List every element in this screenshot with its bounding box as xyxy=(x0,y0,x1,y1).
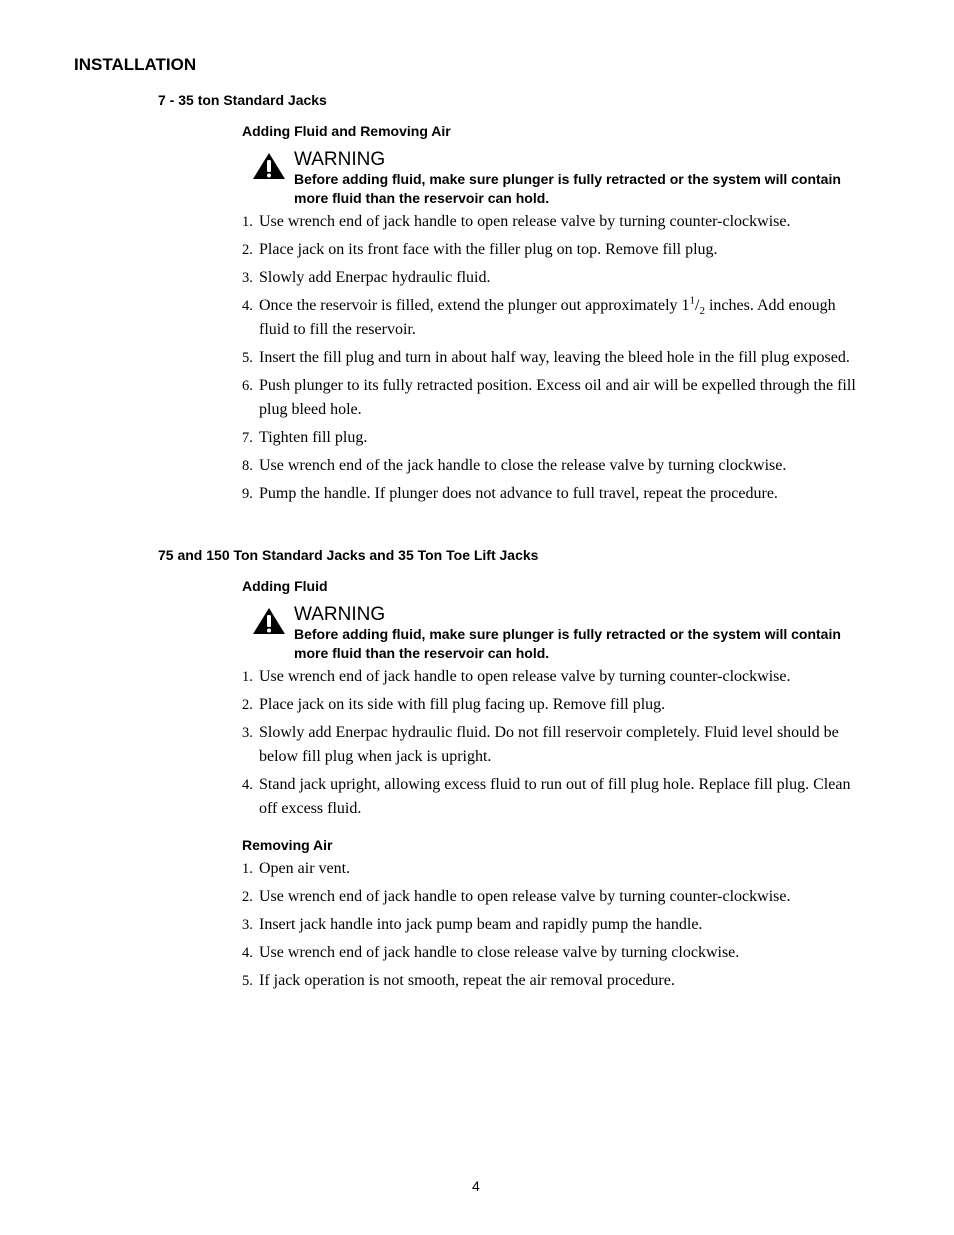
warning-text: Before adding fluid, make sure plunger is fully retracted or the system will contain more fluid than the reservoir can hold. xyxy=(294,171,841,206)
subsection-title: Removing Air xyxy=(242,837,333,853)
section-title: 7 - 35 ton Standard Jacks xyxy=(158,92,327,108)
warning-triangle-icon xyxy=(252,607,286,635)
list-item: 8. Use wrench end of the jack handle to close the release valve by turning clockwise. xyxy=(242,457,787,474)
list-item: 3. Slowly add Enerpac hydraulic fluid. xyxy=(242,269,491,286)
warning-text: Before adding fluid, make sure plunger is fully retracted or the system will contain more fluid than the reservoir can hold. xyxy=(294,626,841,661)
list-item: 4. Once the reservoir is filled, extend the plunger out approximately $1^1/_2$ inches. Add enough fluid to fill the reservoir. xyxy=(242,294,836,338)
list-item: 1. Use wrench end of jack handle to open release valve by turning counter-clockwise. xyxy=(242,668,791,685)
warning-triangle-icon xyxy=(252,152,286,180)
list-item: 1. Use wrench end of jack handle to open release valve by turning counter-clockwise. xyxy=(242,213,791,230)
air-steps-list xyxy=(242,857,857,997)
section-title: 75 and 150 Ton Standard Jacks and 35 Ton Toe Lift Jacks xyxy=(158,547,539,563)
fluid-steps-list xyxy=(242,210,857,510)
list-item: 2. Place jack on its front face with the filler plug on top. Remove fill plug. xyxy=(242,241,718,258)
list-item: 1. Open air vent. xyxy=(242,860,351,877)
warning-title: WARNING xyxy=(294,149,386,170)
list-item: 7. Tighten fill plug. xyxy=(242,429,368,446)
list-item: 3. Insert jack handle into jack pump beam and rapidly pump the handle. xyxy=(242,916,703,933)
subsection-title: Adding Fluid and Removing Air xyxy=(242,123,451,139)
subsection-title: Adding Fluid xyxy=(242,578,328,594)
warning-title: WARNING xyxy=(294,604,386,625)
list-item: 5. Insert the fill plug and turn in about half way, leaving the bleed hole in the fill plug exposed. xyxy=(242,349,850,366)
list-item: 2. Place jack on its side with fill plug facing up. Remove fill plug. xyxy=(242,696,666,713)
list-item: 5. If jack operation is not smooth, repeat the air removal procedure. xyxy=(242,972,675,989)
page-number: 4 xyxy=(472,1178,480,1194)
list-item: 3. Slowly add Enerpac hydraulic fluid. Do not fill reservoir completely. Fluid level should be below fill plug when jack is upright. xyxy=(242,724,839,765)
list-item: 2. Use wrench end of jack handle to open release valve by turning counter-clockwise. xyxy=(242,888,791,905)
page-heading: INSTALLATION xyxy=(74,55,197,74)
list-item: 4. Use wrench end of jack handle to close release valve by turning clockwise. xyxy=(242,944,740,961)
list-item: 6. Push plunger to its fully retracted position. Excess oil and air will be expelled through the fill plug bleed hole. xyxy=(242,377,856,418)
fluid-steps-list xyxy=(242,665,857,825)
list-item: 4. Stand jack upright, allowing excess fluid to run out of fill plug hole. Replace fill plug. Clean off excess fluid. xyxy=(242,776,851,817)
list-item: 9. Pump the handle. If plunger does not advance to full travel, repeat the procedure. xyxy=(242,485,778,502)
